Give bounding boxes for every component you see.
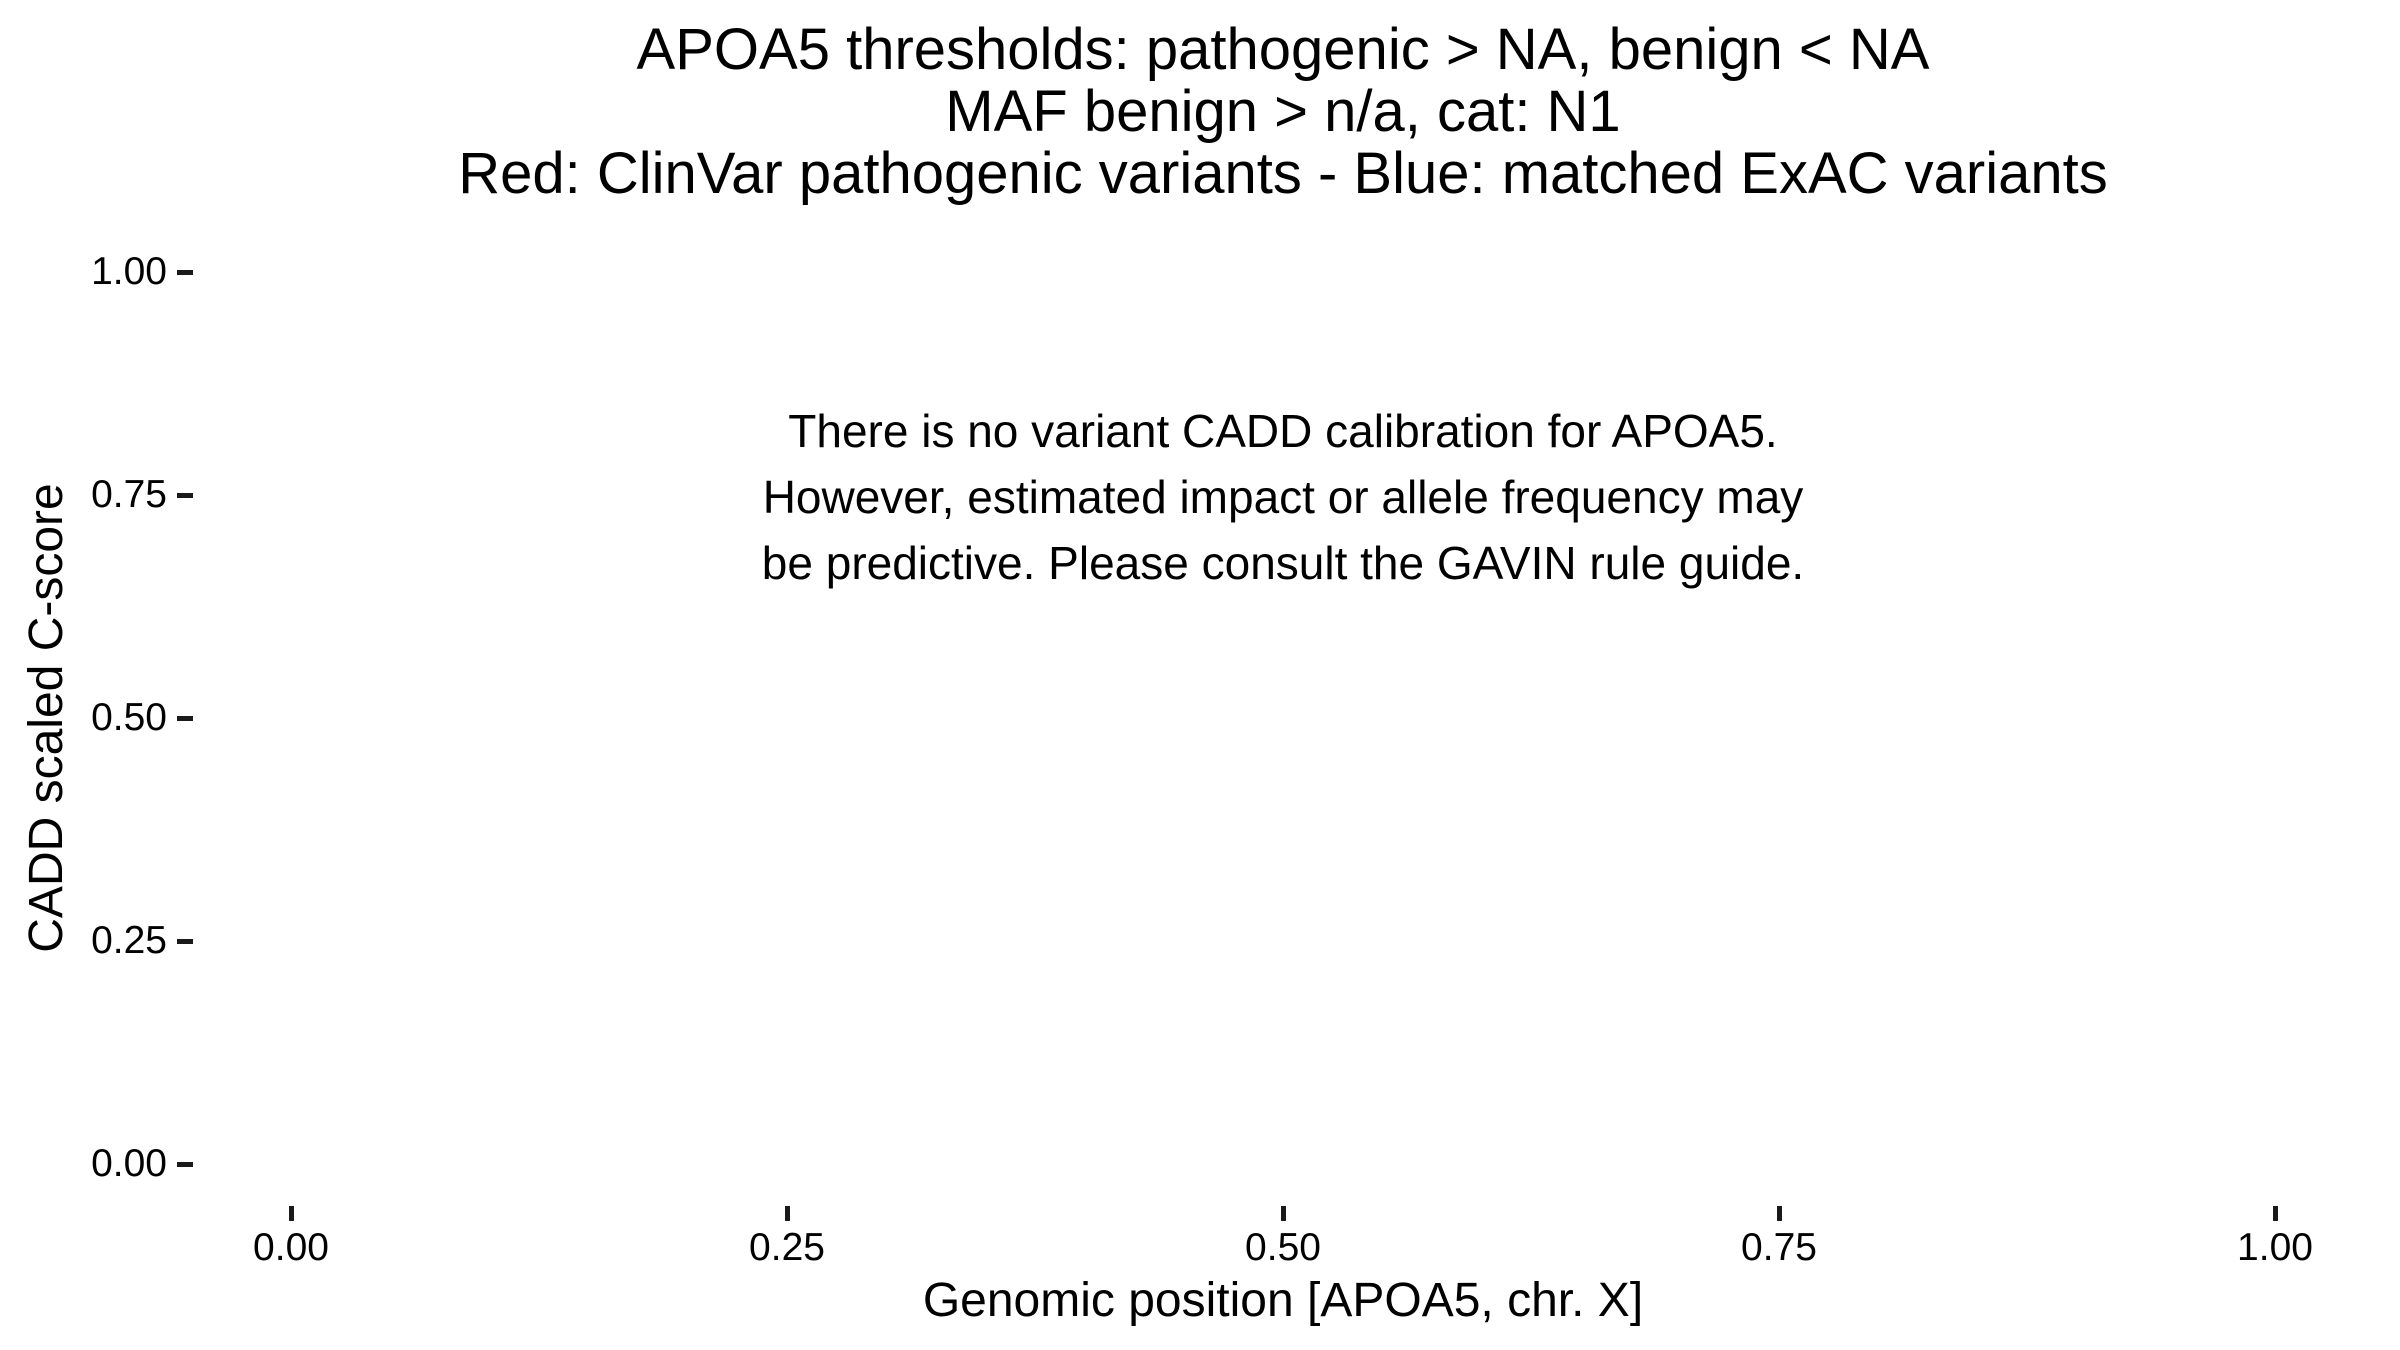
y-axis-title: CADD scaled C-score — [20, 483, 73, 953]
x-tick-label-1.00: 1.00 — [2237, 1226, 2313, 1269]
annotation-block — [283, 398, 2283, 596]
y-tick-label-0.75: 0.75 — [91, 473, 167, 516]
y-tick-mark-0.00 — [177, 1162, 193, 1167]
chart-title-block — [283, 19, 2283, 205]
y-tick-mark-1.00 — [177, 270, 193, 275]
y-tick-mark-0.50 — [177, 716, 193, 721]
chart-title-line-2: MAF benign > n/a, cat: N1 — [945, 79, 1621, 144]
y-tick-label-0.50: 0.50 — [91, 696, 167, 739]
x-tick-label-0.25: 0.25 — [749, 1226, 825, 1269]
annotation-line-3: be predictive. Please consult the GAVIN rule guide. — [761, 537, 1805, 589]
x-tick-label-0.00: 0.00 — [253, 1226, 329, 1269]
y-tick-label-0.25: 0.25 — [91, 919, 167, 962]
y-tick-mark-0.75 — [177, 493, 193, 498]
y-tick-mark-0.25 — [177, 939, 193, 944]
y-tick-label-1.00: 1.00 — [91, 250, 167, 293]
x-tick-mark-1.00 — [2273, 1206, 2278, 1221]
chart-title-line-1: APOA5 thresholds: pathogenic > NA, benign < NA — [636, 17, 1930, 82]
chart-title-line-3: Red: ClinVar pathogenic variants - Blue: matched ExAC variants — [458, 141, 2108, 206]
x-tick-label-0.75: 0.75 — [1741, 1226, 1817, 1269]
y-tick-label-0.00: 0.00 — [91, 1142, 167, 1185]
annotation-line-2: However, estimated impact or allele frequency may — [762, 471, 1804, 523]
annotation-line-1: There is no variant CADD calibration for APOA5. — [788, 405, 1778, 457]
x-tick-mark-0.75 — [1777, 1206, 1782, 1221]
x-tick-label-0.50: 0.50 — [1245, 1226, 1321, 1269]
x-axis-title: Genomic position [APOA5, chr. X] — [922, 1274, 1644, 1327]
x-tick-mark-0.00 — [289, 1206, 294, 1221]
x-tick-mark-0.50 — [1281, 1206, 1286, 1221]
x-tick-mark-0.25 — [785, 1206, 790, 1221]
